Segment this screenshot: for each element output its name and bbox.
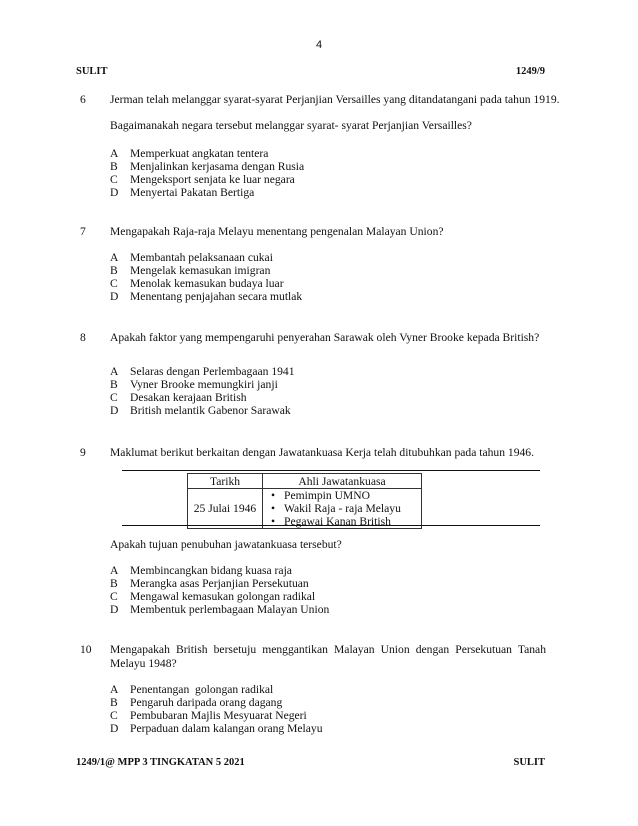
list-item: • Pegawai Kanan British (271, 515, 391, 528)
option-a[interactable]: A Memperkuat angkatan tentera (110, 147, 269, 160)
option-c[interactable]: C Pembubaran Majlis Mesyuarat Negeri (110, 709, 307, 722)
question-text: Mengapakah British bersetuju menggantikan Malayan Union dengan Persekutuan Tanah Melayu 1948? (110, 643, 546, 670)
option-d[interactable]: D Membentuk perlembagaan Malayan Union (110, 603, 330, 616)
question-text: Mengapakah Raja-raja Melayu menentang pengenalan Malayan Union? (110, 225, 444, 238)
question-text: Maklumat berikut berkaitan dengan Jawatankuasa Kerja telah ditubuhkan pada tahun 1946. (110, 446, 534, 459)
table-row (188, 489, 422, 529)
table-bottom-rule (122, 525, 540, 526)
header-paper-code: 1249/9 (515, 66, 545, 77)
list-item: • Wakil Raja - raja Melayu (271, 502, 401, 515)
option-d[interactable]: D Menyertai Pakatan Bertiga (110, 186, 255, 199)
option-b[interactable]: B Vyner Brooke memungkiri janji (110, 378, 278, 391)
option-c[interactable]: C Mengawal kemasukan golongan radikal (110, 590, 316, 603)
question-number: 6 (80, 93, 86, 106)
column-header-date: Tarikh (188, 474, 263, 489)
question-subtext: Bagaimanakah negara tersebut melanggar syarat- syarat Perjanjian Versailles? (110, 119, 472, 132)
option-b[interactable]: B Pengaruh daripada orang dagang (110, 696, 283, 709)
footer-paper-code: 1249/1@ MPP 3 TINGKATAN 5 2021 (76, 757, 245, 768)
option-d[interactable]: D Perpaduan dalam kalangan orang Melayu (110, 722, 323, 735)
option-b[interactable]: B Merangka asas Perjanjian Persekutuan (110, 577, 309, 590)
table-cell-members (263, 489, 422, 529)
question-number: 8 (80, 331, 86, 344)
question-number: 9 (80, 446, 86, 459)
option-a[interactable]: A Penentangan golongan radikal (110, 683, 274, 696)
question-text: Apakah faktor yang mempengaruhi penyerahan Sarawak oleh Vyner Brooke kepada British? (110, 331, 540, 344)
list-item: • Pemimpin UMNO (271, 489, 370, 502)
option-d[interactable]: D Menentang penjajahan secara mutlak (110, 290, 303, 303)
question-number: 10 (80, 643, 92, 656)
table-cell-date: 25 Julai 1946 (188, 489, 263, 529)
option-c[interactable]: C Menolak kemasukan budaya luar (110, 277, 284, 290)
bullet-icon: • (271, 489, 276, 502)
footer-classification: SULIT (513, 757, 545, 768)
column-header-members: Ahli Jawatankuasa (263, 474, 422, 489)
question-number: 7 (80, 225, 86, 238)
page-number: 4 (315, 39, 323, 51)
table-header-row (188, 474, 422, 489)
option-b[interactable]: B Menjalinkan kerjasama dengan Rusia (110, 160, 305, 173)
bullet-icon: • (271, 502, 276, 515)
bullet-icon: • (271, 515, 276, 528)
committee-table (187, 473, 422, 529)
question-subtext: Apakah tujuan penubuhan jawatankuasa tersebut? (110, 538, 342, 551)
option-a[interactable]: A Membincangkan bidang kuasa raja (110, 564, 292, 577)
option-a[interactable]: A Selaras dengan Perlembagaan 1941 (110, 365, 295, 378)
header-classification: SULIT (76, 66, 108, 77)
question-text: Jerman telah melanggar syarat-syarat Perjanjian Versailles yang ditandatangani pada tahun 1919. (110, 93, 560, 106)
option-b[interactable]: B Mengelak kemasukan imigran (110, 264, 271, 277)
option-a[interactable]: A Membantah pelaksanaan cukai (110, 251, 273, 264)
option-c[interactable]: C Desakan kerajaan British (110, 391, 247, 404)
option-c[interactable]: C Mengeksport senjata ke luar negara (110, 173, 295, 186)
table-top-rule (122, 470, 540, 471)
option-d[interactable]: D British melantik Gabenor Sarawak (110, 404, 291, 417)
